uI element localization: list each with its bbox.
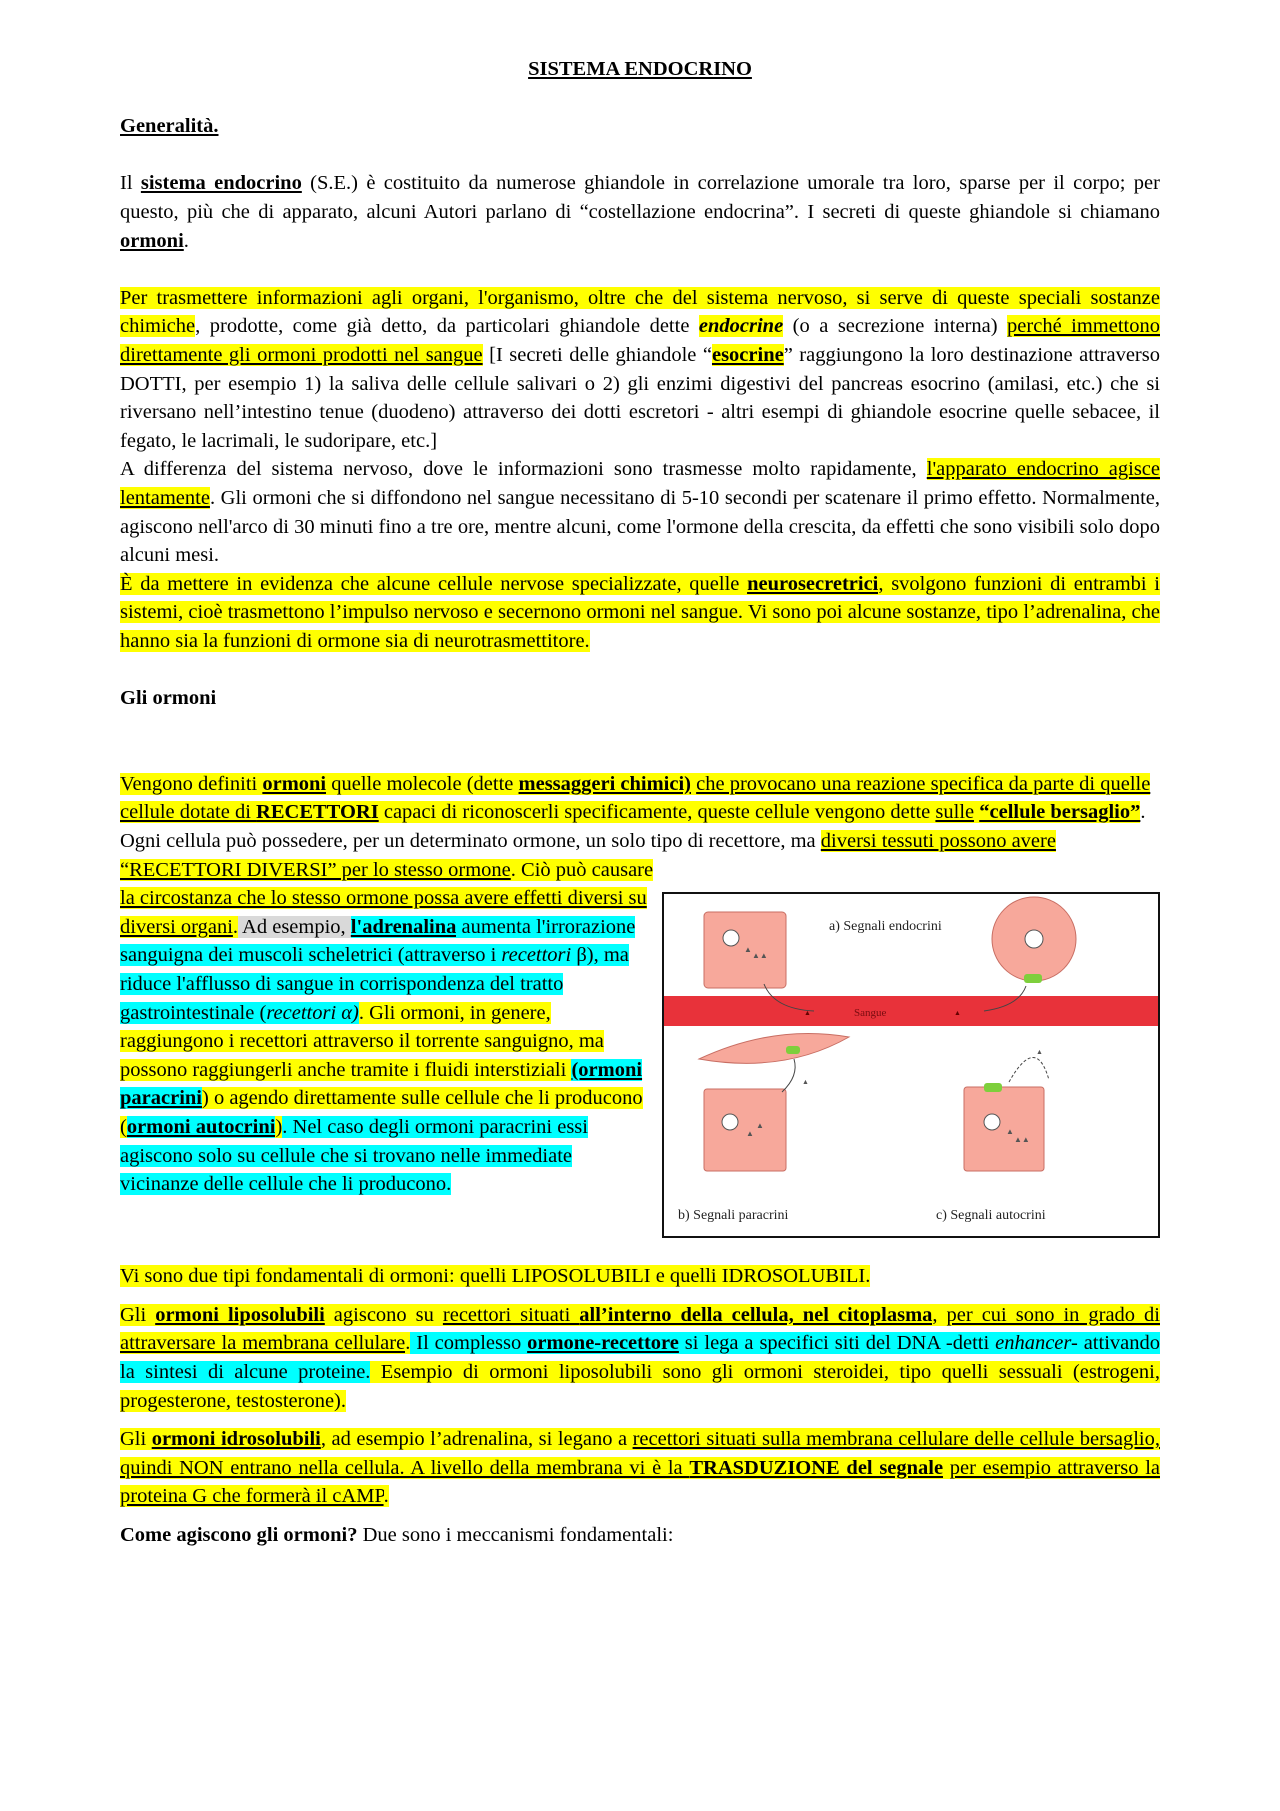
paragraph-neurosecretory: È da mettere in evidenza che alcune cellule nervose specializzate, quelle neurosecretrici, svolgono funzioni di entrambi i sistemi, cioè trasmettono l’impulso nervoso e secernono ormoni nel sangue. Vi sono poi alcune sostanze, tipo l’adrenalina, che hanno sia la funzioni di ormone sia di neurotrasmettitore. <box>120 572 1160 652</box>
receptor <box>984 1083 1002 1092</box>
svg-text:▲▲: ▲▲ <box>1014 1135 1030 1145</box>
paragraph-idrosolubili: Gli ormoni idrosolubili, ad esempio l’adrenalina, si legano a recettori situati sulla membrana cellulare delle cellule bersaglio, quindi NON entrano nella cellula. A livello della membrana vi è la TRASDUZIONE del segnale per esempio attraverso la proteina G che formerà il cAMP. <box>120 1428 1160 1508</box>
nucleus <box>1025 930 1043 948</box>
section-heading-generalita: Generalità. <box>120 115 219 138</box>
term-ormoni-idrosolubili: ormoni idrosolubili <box>151 1428 321 1451</box>
term-neurosecretrici: neurosecretrici <box>747 572 879 595</box>
nucleus <box>984 1114 1000 1130</box>
paragraph-how-hormones-act: Come agiscono gli ormoni? Due sono i meccanismi fondamentali: <box>120 1523 674 1546</box>
receptor <box>1024 974 1042 983</box>
document-title: SISTEMA ENDOCRINO <box>528 58 752 80</box>
paracrine-secreting-cell <box>704 1089 786 1171</box>
label-blood: Sangue <box>854 1007 887 1020</box>
term-esocrine: esocrine <box>711 343 784 366</box>
paragraph-speed: A differenza del sistema nervoso, dove le informazioni sono trasmesse molto rapidamente, l'apparato endocrino agisce lentamente. Gli ormoni che si diffondono nel sangue necessitano di 5-10 secondi per scatenare il primo effetto. Normalmente, agiscono nell'arco di 30 minuti fino a tre ore, mentre alcuni, come l'ormone della crescita, da effetti che sono visibili solo dopo alcuni mesi. <box>120 458 1160 567</box>
receptor <box>786 1046 800 1054</box>
paragraph-liposolubili: Gli ormoni liposolubili agiscono su recettori situati all’interno della cellula, nel citoplasma, per cui sono in grado di attraversare la membrana cellulare. Il complesso ormone-recettore si lega a specifici siti del DNA -detti enhancer- attivando la sintesi di alcune proteine. Esempio di ormoni liposolubili sono gli ormoni steroidei, tipo quelli sessuali (estrogeni, progesterone, testosterone). <box>120 1303 1160 1412</box>
term-ormoni-autocrini: ormoni autocrini <box>126 1115 276 1138</box>
label-autocrine: c) Segnali autocrini <box>936 1208 1046 1224</box>
paragraph-intro: Il sistema endocrino (S.E.) è costituito da numerose ghiandole in correlazione umorale tra loro, sparse per il corpo; per questo, più che di apparato, alcuni Autori parlano di “costellazione endocrina”. I secreti di queste ghiandole si chiamano ormoni. <box>120 172 1160 252</box>
label-paracrine: b) Segnali paracrini <box>678 1208 789 1224</box>
term-endocrine: endocrine <box>698 315 784 338</box>
term-ormoni-paracrini: (ormoni paracrini <box>120 1058 643 1110</box>
document-page <box>120 55 1160 1550</box>
nucleus <box>722 1114 738 1130</box>
term-trasduzione: TRASDUZIONE del segnale <box>689 1456 944 1479</box>
paragraph-endocrine-vs-exocrine: Per trasmettere informazioni agli organi, l'organismo, oltre che del sistema nervoso, si serve di queste speciali sostanze chimiche, prodotte, come già detto, da particolari ghiandole dette endocrine (o a secrezione interna) perché immettono direttamente gli ormoni prodotti nel sangue [I secreti delle ghiandole “esocrine” raggiungono la loro destinazione attraverso DOTTI, per esempio 1) la saliva delle cellule salivari o 2) gli enzimi digestivi del pancreas esocrino (amilasi, etc.) che si riversano nell’intestino tenue (duodeno) attraverso dei dotti escretori - altri esempi di ghiandole esocrine quelle sebacee, il fegato, le lacrimali, le sudoripare, etc.] <box>120 286 1160 452</box>
paragraph-hormones-examples: la circostanza che lo stesso ormone possa avere effetti diversi su diversi organi. Ad esempio, l'adrenalina aumenta l'irrorazione sanguigna dei muscoli scheletrici (attraverso i recettori β), ma riduce l'afflusso di sangue in corrispondenza del tratto gastrointestinale (recettori α). Gli ormoni, in genere, raggiungono i recettori attraverso il torrente sanguigno, ma possono raggiungerli anche tramite i fluidi interstiziali (ormoni paracrini) o agendo direttamente sulle cellule che li producono (ormoni autocrini). Nel caso degli ormoni paracrini essi agiscono solo su cellule che si trovano nelle immediate vicinanze delle cellule che li producono. <box>120 887 647 1196</box>
signaling-figure <box>662 892 1160 1238</box>
signaling-diagram <box>664 894 1158 1236</box>
svg-text:▲▲: ▲▲ <box>752 951 768 961</box>
term-ormoni: ormoni <box>120 229 184 252</box>
svg-text:▲: ▲ <box>744 945 752 955</box>
svg-text:▲: ▲ <box>746 1129 754 1139</box>
paragraph-hormones-definition <box>120 770 1160 1244</box>
term-cellule-bersaglio: “cellule bersaglio” <box>979 801 1141 824</box>
svg-text:▲: ▲ <box>802 1078 809 1087</box>
section-heading-gli-ormoni: Gli ormoni <box>120 687 217 710</box>
term-ormoni-liposolubili: ormoni liposolubili <box>155 1303 325 1326</box>
nucleus <box>723 930 739 946</box>
paragraph-hormones-lead: Vengono definiti ormoni quelle molecole (dette messaggeri chimici) che provocano una reazione specifica da parte di quelle cellule dotate di RECETTORI capaci di riconoscerli specificamente, queste cellule vengono dette sulle “cellule bersaglio”. Ogni cellula può possedere, per un determinato ormone, un solo tipo di recettore, ma diversi tessuti possono avere “RECETTORI DIVERSI” per lo stesso ormone. Ciò può causare <box>120 772 1151 881</box>
label-endocrine: a) Segnali endocrini <box>829 919 942 935</box>
svg-text:▲: ▲ <box>756 1121 764 1131</box>
svg-text:▲: ▲ <box>1036 1048 1043 1057</box>
svg-text:▲: ▲ <box>804 1009 811 1018</box>
autocrine-cell <box>964 1087 1044 1171</box>
svg-text:▲: ▲ <box>1006 1127 1014 1137</box>
term-adrenalina: l'adrenalina <box>350 915 457 938</box>
term-sistema-endocrino: sistema endocrino <box>140 172 302 195</box>
term-recettori: RECETTORI <box>256 801 379 824</box>
paracrine-target-cell <box>699 1034 849 1064</box>
svg-text:▲: ▲ <box>954 1009 961 1018</box>
paragraph-two-types: Vi sono due tipi fondamentali di ormoni: quelli LIPOSOLUBILI e quelli IDROSOLUBILI. <box>120 1265 871 1288</box>
blood-vessel <box>664 996 1158 1026</box>
term-ormone-recettore: ormone-recettore <box>527 1332 679 1355</box>
